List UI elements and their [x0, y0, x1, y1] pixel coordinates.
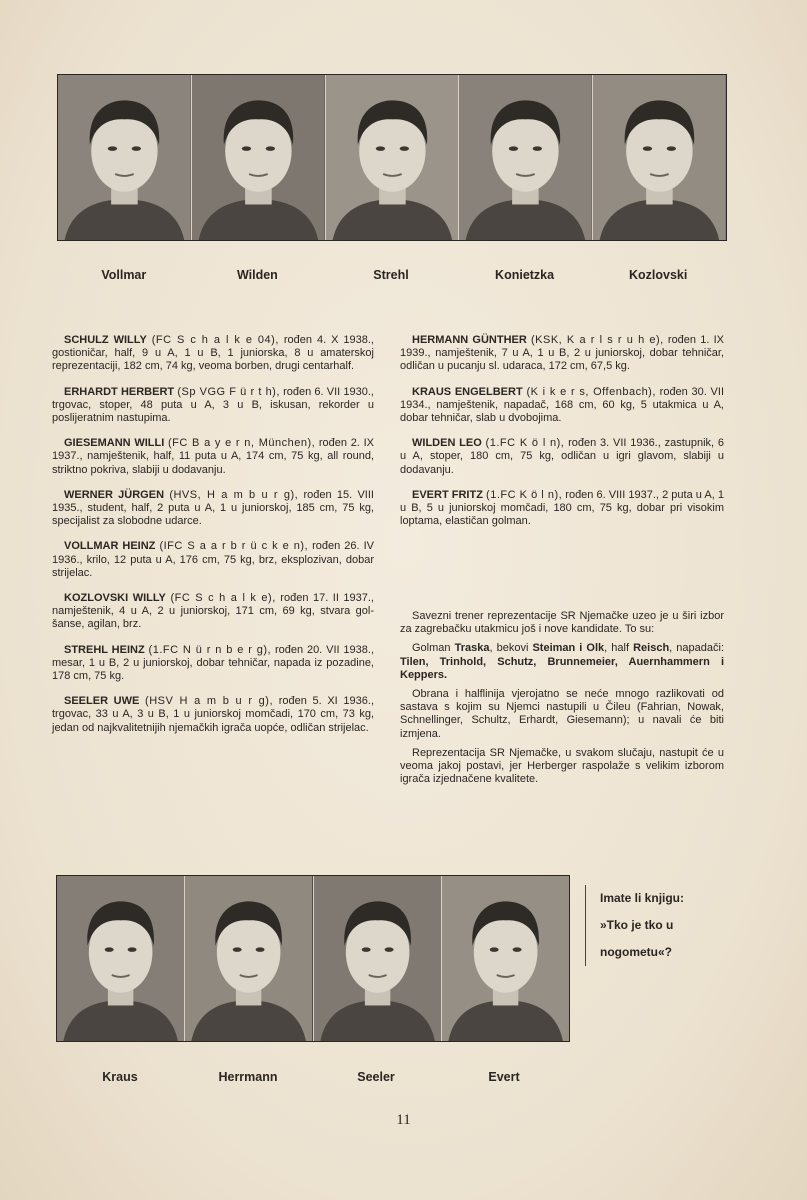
player-entry	[400, 489, 724, 529]
player-name: ERHARDT HERBERT	[64, 385, 175, 398]
notes-backs: Steiman i Olk	[532, 642, 605, 655]
book-advert	[585, 885, 750, 966]
player-details: rođen 20. VII 1938., mesar, 1 u B, 2 u juniorskoj, dobar tehničar, napada iz pozadine, 178 cm, 75 kg.	[52, 643, 375, 683]
player-name: SEELER UWE	[64, 695, 140, 708]
player-details: rođen 3. VII 1936., zastupnik, 6 u A, stoper, 180 cm, 75 kg, odličan u igri glavom, slabiji u dodavanju.	[400, 437, 724, 476]
portrait-silhouette	[57, 876, 184, 1041]
portrait-silhouette	[442, 876, 569, 1041]
portrait-photo	[442, 876, 569, 1041]
player-club: (HSV H a m b u r g),	[145, 695, 274, 708]
player-entry	[52, 592, 374, 632]
notes-paragraph	[400, 642, 724, 682]
player-club: (1.FC K ö l n),	[485, 437, 565, 450]
portrait-photo	[459, 75, 593, 240]
photo-caption: Seeler	[357, 1070, 395, 1084]
player-details: rođen 2. IX 1937., namještenik, half, 11 puta u A, 174 cm, 75 kg, all round, striktno pokriva, slabiji u dodavanju.	[52, 437, 375, 476]
portrait-photo	[192, 75, 326, 240]
player-details: rođen 6. VIII 1937., 2 puta u A, 1 u B, 5 u juniorskoj momčadi, 180 cm, 75 kg, dobar pri visokim loptama, elastičan golman.	[400, 488, 725, 528]
player-club: (FC S c h a l k e 04),	[151, 334, 279, 346]
notes-text: , bekovi	[489, 642, 533, 655]
notes-paragraph: Reprezentacija SR Njemačke, u svakom slučaju, nastupit će u veoma jakoj postavi, jer Herberger raspolaže s velikim izborom igrača izjednačene kvalitete.	[400, 746, 724, 786]
player-details: rođen 1. IX 1939., namještenik, 7 u A, 1 u B, 2 u juniorskoj, dobar tehničar, odličan u pucanju sl. udaraca, 172 cm, 67,5 kg.	[400, 334, 724, 373]
player-name: STREHL HEINZ	[64, 643, 145, 656]
photo-caption: Vollmar	[101, 268, 147, 282]
bottom-photo-strip	[56, 875, 570, 1042]
portrait-silhouette	[326, 75, 459, 240]
portrait-silhouette	[459, 75, 592, 240]
player-name: HERMANN GÜNTHER	[412, 334, 527, 346]
player-club: (1.FC N ü r n b e r g),	[148, 643, 272, 656]
player-club: (K i k e r s, Offenbach),	[526, 385, 656, 398]
player-name: WERNER JÜRGEN	[64, 488, 165, 501]
player-entry	[400, 437, 724, 477]
player-entry	[400, 386, 724, 426]
player-name: VOLLMAR HEINZ	[64, 540, 156, 553]
player-club: (HVS, H a m b u r g),	[169, 488, 299, 501]
player-details: rođen 4. X 1938., gostioničar, half, 9 u A, 1 u B, 1 juniorska, 8 u amaterskoj reprezentaciji, 182 cm, 74 kg, veoma borben, drugi centarhalf.	[52, 334, 374, 373]
photo-caption: Evert	[488, 1070, 520, 1084]
player-club: (FC S c h a l k e),	[170, 592, 276, 605]
portrait-silhouette	[314, 876, 441, 1041]
portrait-silhouette	[185, 876, 312, 1041]
right-column	[400, 334, 724, 540]
portrait-photo	[58, 75, 192, 240]
notes-half: Reisch	[633, 642, 670, 655]
player-club: (IFC S a a r b r ü c k e n),	[159, 540, 309, 553]
player-club: (FC B a y e r n, München),	[167, 437, 316, 450]
photo-caption: Kraus	[102, 1070, 138, 1084]
player-details: rođen 5. XI 1936., trgovac, 33 u A, 3 u B, 1 u juniorskoj momčadi, 170 cm, 73 kg, jedan od najkvalitetnijih njemačkih igrača uopće, odličan strijelac.	[52, 695, 374, 734]
bottom-photo-captions	[56, 1070, 568, 1084]
player-name: WILDEN LEO	[412, 437, 482, 450]
player-name: GIESEMANN WILLI	[64, 437, 165, 450]
player-club: (Sp VGG F ü r t h),	[177, 385, 280, 398]
player-club: (KSK, K a r l s r u h e),	[531, 334, 664, 346]
notes-text: , napadači:	[669, 642, 724, 655]
notes-forwards: Tilen, Trinhold, Schutz, Brunnemeier, Auernhammern i Keppers.	[400, 655, 724, 681]
top-photo-strip	[57, 74, 727, 241]
player-entry	[52, 695, 374, 735]
book-advert-line: »Tko je tko u	[600, 918, 674, 932]
selection-notes	[400, 610, 724, 792]
player-entry	[52, 644, 374, 684]
notes-paragraph: Obrana i halflinija vjerojatno se neće mnogo razlikovati od sastava s kojim su Njemci nastupili u Čileu (Fahrian, Nowak, Schnellinger, Schultz, Erhardt, Giesemann); u navali će biti izmjena.	[400, 688, 724, 740]
player-entry	[52, 334, 374, 374]
portrait-photo	[57, 876, 185, 1041]
photo-caption: Herrmann	[218, 1070, 278, 1084]
player-name: EVERT FRITZ	[412, 488, 483, 501]
notes-text: , half	[604, 642, 634, 655]
notes-goalkeeper: Traska	[454, 642, 490, 655]
player-entry	[400, 334, 724, 374]
player-details: rođen 6. VII 1930., trgovac, stoper, 48 puta u A, 3 u B, iskusan, rekorder u poslijeratnim nastupima.	[52, 385, 374, 425]
player-details: rođen 17. II 1937., namještenik, 4 u A, 2 u juniorskoj, 171 cm, 69 kg, stvara gol-šanse, agilan, brz.	[52, 592, 374, 631]
player-entry	[52, 489, 374, 529]
top-photo-captions	[57, 268, 725, 282]
portrait-photo	[185, 876, 313, 1041]
photo-caption: Wilden	[236, 268, 278, 282]
player-entry	[52, 386, 374, 426]
page-number: 11	[396, 1112, 411, 1128]
notes-text: Golman	[412, 642, 455, 655]
player-name: KOZLOVSKI WILLY	[64, 592, 166, 605]
portrait-silhouette	[593, 75, 726, 240]
player-details: rođen 30. VII 1934., namještenik, napadač, 168 cm, 60 kg, 5 utakmica u A, dobar tehničar, slab u dvobojima.	[400, 385, 725, 425]
player-name: SCHULZ WILLY	[64, 334, 147, 346]
portrait-silhouette	[58, 75, 191, 240]
left-column	[52, 334, 374, 747]
portrait-silhouette	[192, 75, 325, 240]
player-club: (1.FC K ö l n),	[486, 488, 563, 501]
photo-caption: Strehl	[373, 268, 409, 282]
player-details: rođen 15. VIII 1935., student, half, 2 puta u A, 1 u juniorskoj, 185 cm, 75 kg, specijalist za slobodne udarce.	[52, 488, 374, 528]
notes-paragraph: Savezni trener reprezentacije SR Njemačke uzeo je u širi izbor za zagrebačku utakmicu još i nove kandidate. To su:	[400, 610, 724, 636]
book-advert-line: nogometu«?	[600, 945, 672, 959]
player-entry	[52, 437, 374, 477]
player-name: KRAUS ENGELBERT	[412, 385, 523, 398]
player-details: rođen 26. IV 1936., krilo, 12 puta u A, 176 cm, 75 kg, brz, eksplozivan, dobar strijelac.	[52, 540, 374, 579]
book-advert-line: Imate li knjigu:	[600, 891, 685, 905]
player-entry	[52, 540, 374, 580]
photo-caption: Kozlovski	[628, 268, 688, 282]
portrait-photo	[326, 75, 460, 240]
portrait-photo	[314, 876, 442, 1041]
portrait-photo	[593, 75, 726, 240]
photo-caption: Konietzka	[495, 268, 555, 282]
